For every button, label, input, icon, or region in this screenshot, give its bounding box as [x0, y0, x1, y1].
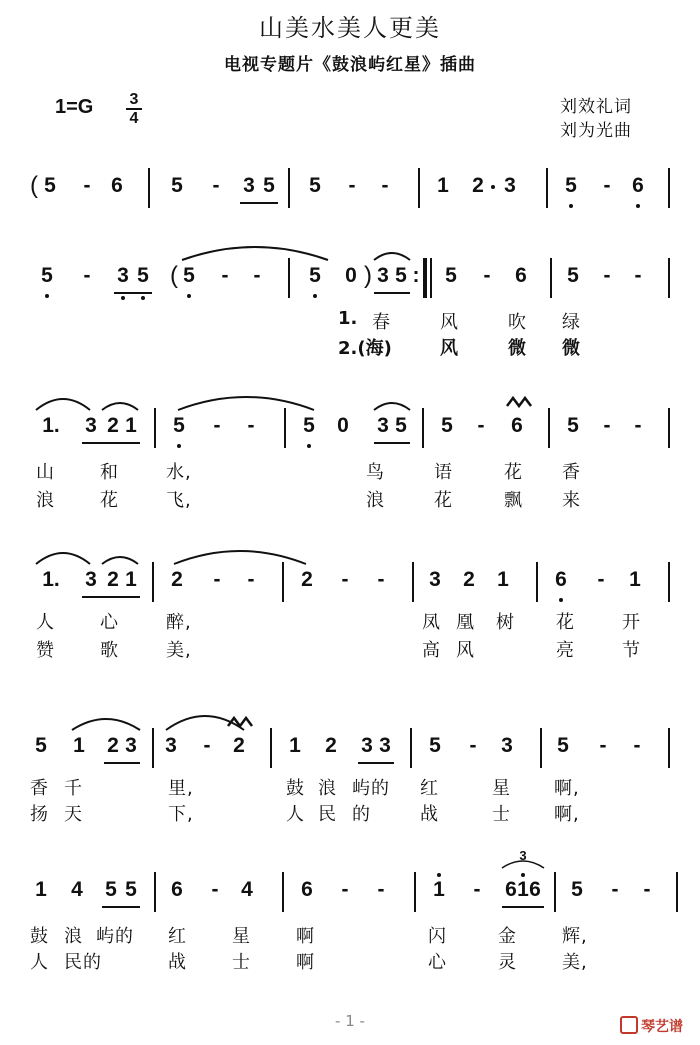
lyric-syllable: 红 [420, 778, 439, 799]
lyric-syllable: 山 [36, 462, 55, 483]
note: 5 [395, 264, 407, 287]
tie-arc [176, 390, 316, 412]
time-signature-bottom: 4 [129, 110, 139, 127]
note: 1. [42, 568, 60, 591]
note: 5 [565, 174, 577, 197]
note: 2 [107, 568, 119, 591]
eighth-underline [82, 596, 140, 598]
note: 6 [505, 878, 517, 901]
note: 5 [137, 264, 149, 287]
lyric-syllable: 辉, [562, 926, 588, 947]
note-dash: - [247, 568, 255, 591]
page-number: - 1 - [335, 1012, 365, 1030]
note-dash: - [348, 174, 356, 197]
slur-arc [34, 392, 92, 412]
note-dash: - [341, 878, 349, 901]
note-dash: - [247, 414, 255, 437]
low-octave-dot [313, 294, 317, 298]
note-dash: - [203, 734, 211, 757]
lyric-syllable: 亮 [556, 640, 575, 661]
lyric-syllable: 来 [562, 490, 581, 511]
mordent-ornament [505, 396, 533, 408]
note-dash: - [603, 174, 611, 197]
bar-line [410, 728, 412, 768]
eighth-underline [240, 202, 278, 204]
lyric-syllable: 星 [492, 778, 511, 799]
tie-arc [180, 240, 330, 262]
note: 5 [567, 264, 579, 287]
note-dash: - [643, 878, 651, 901]
low-octave-dot [141, 296, 145, 300]
lyric-syllable: 飘 [504, 490, 523, 511]
lyric-syllable: 浪 [36, 490, 55, 511]
note: 5 [263, 174, 275, 197]
bar-line [414, 872, 416, 912]
note: 6 [511, 414, 523, 437]
note: 1 [437, 174, 449, 197]
note: 3 [377, 414, 389, 437]
note: 2 [233, 734, 245, 757]
note-dash: - [213, 414, 221, 437]
lyric-syllable: 天 [64, 804, 83, 825]
note: 4 [241, 878, 253, 901]
lyric-syllable: 战 [168, 952, 187, 973]
high-octave-dot [437, 873, 441, 877]
lyric-syllable: 啊 [296, 952, 315, 973]
note: 3 [117, 264, 129, 287]
lyric-syllable: 屿的 [352, 778, 390, 799]
lyric-syllable: 鼓 [286, 778, 305, 799]
note: 3 [429, 568, 441, 591]
lyric-syllable: 扬 [30, 804, 49, 825]
note-dash: - [83, 174, 91, 197]
lyric-syllable: 风 [440, 338, 459, 359]
lyric-syllable: 里, [168, 778, 194, 799]
high-octave-dot [521, 873, 525, 877]
lyric-syllable: 的 [352, 804, 371, 825]
note: 3 [379, 734, 391, 757]
note: 2 [463, 568, 475, 591]
bar-line [288, 168, 290, 208]
note: 6 [301, 878, 313, 901]
note: 1 [497, 568, 509, 591]
dotted-note-dot [491, 185, 495, 189]
lyric-syllable: 人 [30, 952, 49, 973]
note-dash: - [212, 174, 220, 197]
lyric-syllable: 浪 [64, 926, 83, 947]
lyric-syllable: 民 [318, 804, 337, 825]
note-dash: - [634, 264, 642, 287]
note: 2 [472, 174, 484, 197]
note: 5 [571, 878, 583, 901]
song-title: 山美水美人更美 [259, 14, 441, 42]
note-dash: - [341, 568, 349, 591]
note: 5 [309, 174, 321, 197]
note: 5 [441, 414, 453, 437]
lyric-syllable: 风 [440, 312, 459, 333]
note: 5 [173, 414, 185, 437]
note-dash: - [377, 878, 385, 901]
lyric-syllable: 和 [100, 462, 119, 483]
lyric-syllable: 醉, [166, 612, 192, 633]
note: 1 [35, 878, 47, 901]
lyric-syllable: 士 [492, 804, 511, 825]
low-octave-dot [177, 444, 181, 448]
bar-line [548, 408, 550, 448]
lyric-syllable: 星 [232, 926, 251, 947]
lyric-syllable: 千 [64, 778, 83, 799]
low-octave-dot [45, 294, 49, 298]
lyric-syllable: 美, [166, 640, 192, 661]
eighth-underline [358, 762, 394, 764]
lyric-syllable: 香 [562, 462, 581, 483]
note: 6 [171, 878, 183, 901]
note: 5 [429, 734, 441, 757]
logo-text: 琴艺谱 [641, 1019, 683, 1035]
note: 3 [243, 174, 255, 197]
note: 5 [44, 174, 56, 197]
note-dash: - [477, 414, 485, 437]
bar-line [282, 872, 284, 912]
note-dash: - [483, 264, 491, 287]
note-dash: - [83, 264, 91, 287]
note: 3 [125, 734, 137, 757]
lyric-syllable: 微 [562, 338, 581, 359]
lyric-syllable: 微 [508, 338, 527, 359]
note: 5 [445, 264, 457, 287]
verse-2-label: 2.(海) [338, 338, 392, 359]
slur-arc [34, 546, 92, 566]
note: 1 [289, 734, 301, 757]
note: 3 [85, 414, 97, 437]
repeat-bar-thin [430, 258, 432, 298]
bar-line [536, 562, 538, 602]
note: 5 [171, 174, 183, 197]
note: 4 [71, 878, 83, 901]
bar-line [154, 872, 156, 912]
note: 3 [85, 568, 97, 591]
lyric-syllable: 红 [168, 926, 187, 947]
note-dash: - [253, 264, 261, 287]
lyric-syllable: 鼓 [30, 926, 49, 947]
note: 0 [337, 414, 349, 437]
note-dash: - [469, 734, 477, 757]
note-dash: - [381, 174, 389, 197]
lyric-syllable: 花 [100, 490, 119, 511]
slur-arc [100, 552, 140, 566]
note: 0 [345, 264, 357, 287]
note-dash: - [221, 264, 229, 287]
note-dash: - [603, 414, 611, 437]
note: 5 [41, 264, 53, 287]
score-row-1 [0, 172, 700, 232]
lyric-syllable: 金 [498, 926, 517, 947]
note: 3 [377, 264, 389, 287]
note: 5 [35, 734, 47, 757]
time-signature [126, 92, 142, 126]
lyric-syllable: 鸟 [366, 462, 385, 483]
lyric-syllable: 美, [562, 952, 588, 973]
low-octave-dot [187, 294, 191, 298]
note: 3 [501, 734, 513, 757]
lyric-syllable: 花 [434, 490, 453, 511]
note-dash: - [473, 878, 481, 901]
note: 3 [504, 174, 516, 197]
lyric-syllable: 香 [30, 778, 49, 799]
bar-line [546, 168, 548, 208]
note: 5 [557, 734, 569, 757]
eighth-underline [104, 762, 140, 764]
note: 1 [125, 568, 137, 591]
tie-arc [172, 544, 308, 566]
lyric-syllable: 歌 [100, 640, 119, 661]
low-octave-dot [636, 204, 640, 208]
site-logo [620, 1016, 683, 1036]
bar-line [668, 728, 670, 768]
bar-line [676, 872, 678, 912]
repeat-sign: : [412, 264, 420, 287]
note-dash: - [211, 878, 219, 901]
eighth-underline [82, 442, 140, 444]
bar-line [152, 562, 154, 602]
low-octave-dot [307, 444, 311, 448]
note: 5 [309, 264, 321, 287]
note: 6 [515, 264, 527, 287]
lyric-syllable: 下, [168, 804, 194, 825]
note: 1. [42, 414, 60, 437]
note-dash: - [213, 568, 221, 591]
lyric-syllable: 风 [456, 640, 475, 661]
note: 1 [629, 568, 641, 591]
bar-line [412, 562, 414, 602]
bar-line [148, 168, 150, 208]
lyric-syllable: 心 [100, 612, 119, 633]
logo-icon [620, 1016, 638, 1034]
eighth-underline [374, 292, 410, 294]
slur-arc [100, 398, 140, 412]
lyric-syllable: 人 [36, 612, 55, 633]
note: 2 [301, 568, 313, 591]
note-dash: - [603, 264, 611, 287]
lyric-syllable: 吹 [508, 312, 527, 333]
note: 6 [555, 568, 567, 591]
note-dash: - [634, 414, 642, 437]
note: 5 [105, 878, 117, 901]
note: 5 [395, 414, 407, 437]
lyric-syllable: 水, [166, 462, 192, 483]
lyric-syllable: 高 [422, 640, 441, 661]
eighth-underline [114, 292, 152, 294]
note-dash: - [377, 568, 385, 591]
lyric-syllable: 灵 [498, 952, 517, 973]
slur-arc [70, 712, 142, 732]
bar-line [418, 168, 420, 208]
note: 5 [183, 264, 195, 287]
bar-line [668, 168, 670, 208]
lyric-syllable: 飞, [166, 490, 192, 511]
note: 2 [171, 568, 183, 591]
note: 2 [325, 734, 337, 757]
bar-line [284, 408, 286, 448]
time-signature-top: 3 [129, 91, 139, 108]
lyric-syllable: 浪 [318, 778, 337, 799]
low-octave-dot [569, 204, 573, 208]
lyric-syllable: 赞 [36, 640, 55, 661]
bar-line [668, 408, 670, 448]
note: 1 [517, 878, 529, 901]
lyric-syllable: 语 [434, 462, 453, 483]
note: 5 [567, 414, 579, 437]
lyric-syllable: 花 [556, 612, 575, 633]
slur-arc [372, 248, 412, 262]
verse-1-label: 1. [338, 308, 358, 329]
song-subtitle: 电视专题片《鼓浪屿红星》插曲 [224, 55, 476, 75]
note: 6 [529, 878, 541, 901]
lyric-syllable: 浪 [366, 490, 385, 511]
bar-line [288, 258, 290, 298]
bar-line [422, 408, 424, 448]
lyric-syllable: 节 [622, 640, 641, 661]
lyric-syllable: 树 [496, 612, 515, 633]
lyric-syllable: 花 [504, 462, 523, 483]
bar-line [554, 872, 556, 912]
note-dash: - [633, 734, 641, 757]
open-parenthesis: ( [30, 172, 38, 199]
note: 2 [107, 414, 119, 437]
note-dash: - [611, 878, 619, 901]
mordent-ornament [226, 716, 252, 728]
lyric-syllable: 开 [622, 612, 641, 633]
lyric-syllable: 闪 [428, 926, 447, 947]
bar-line [282, 562, 284, 602]
note: 5 [303, 414, 315, 437]
slur-arc [372, 398, 412, 412]
lyric-syllable: 战 [420, 804, 439, 825]
lyric-syllable: 人 [286, 804, 305, 825]
note-dash: - [597, 568, 605, 591]
bar-line [540, 728, 542, 768]
note: 6 [111, 174, 123, 197]
repeat-bar-thick [423, 258, 427, 298]
lyric-syllable: 啊, [554, 804, 580, 825]
lyric-syllable: 心 [428, 952, 447, 973]
lyric-syllable: 士 [232, 952, 251, 973]
bar-line [668, 562, 670, 602]
eighth-underline [102, 906, 140, 908]
bar-line [668, 258, 670, 298]
note-dash: - [599, 734, 607, 757]
bar-line [152, 728, 154, 768]
eighth-underline [374, 442, 410, 444]
lyric-syllable: 啊 [296, 926, 315, 947]
note: 6 [632, 174, 644, 197]
score-row-5 [0, 732, 700, 792]
note: 1 [125, 414, 137, 437]
bar-line [154, 408, 156, 448]
triplet-number: 3 [519, 848, 527, 863]
eighth-underline [502, 906, 544, 908]
note: 1 [433, 878, 445, 901]
lyric-syllable: 凤 [422, 612, 441, 633]
note: 3 [165, 734, 177, 757]
low-octave-dot [559, 598, 563, 602]
lyric-syllable: 屿的 [96, 926, 134, 947]
lyric-syllable: 民的 [64, 952, 102, 973]
lyric-syllable: 绿 [562, 312, 581, 333]
low-octave-dot [121, 296, 125, 300]
note: 3 [361, 734, 373, 757]
close-parenthesis: ) [364, 262, 372, 289]
note: 5 [125, 878, 137, 901]
key-signature: 1=G [55, 96, 94, 118]
bar-line [270, 728, 272, 768]
lyric-syllable: 凰 [456, 612, 475, 633]
composer-credit: 刘为光曲 [560, 121, 632, 141]
lyric-syllable: 春 [372, 312, 391, 333]
note: 1 [73, 734, 85, 757]
lyric-syllable: 啊, [554, 778, 580, 799]
lyricist-credit: 刘效礼词 [560, 97, 632, 117]
note: 2 [107, 734, 119, 757]
open-parenthesis: ( [170, 262, 178, 289]
bar-line [550, 258, 552, 298]
